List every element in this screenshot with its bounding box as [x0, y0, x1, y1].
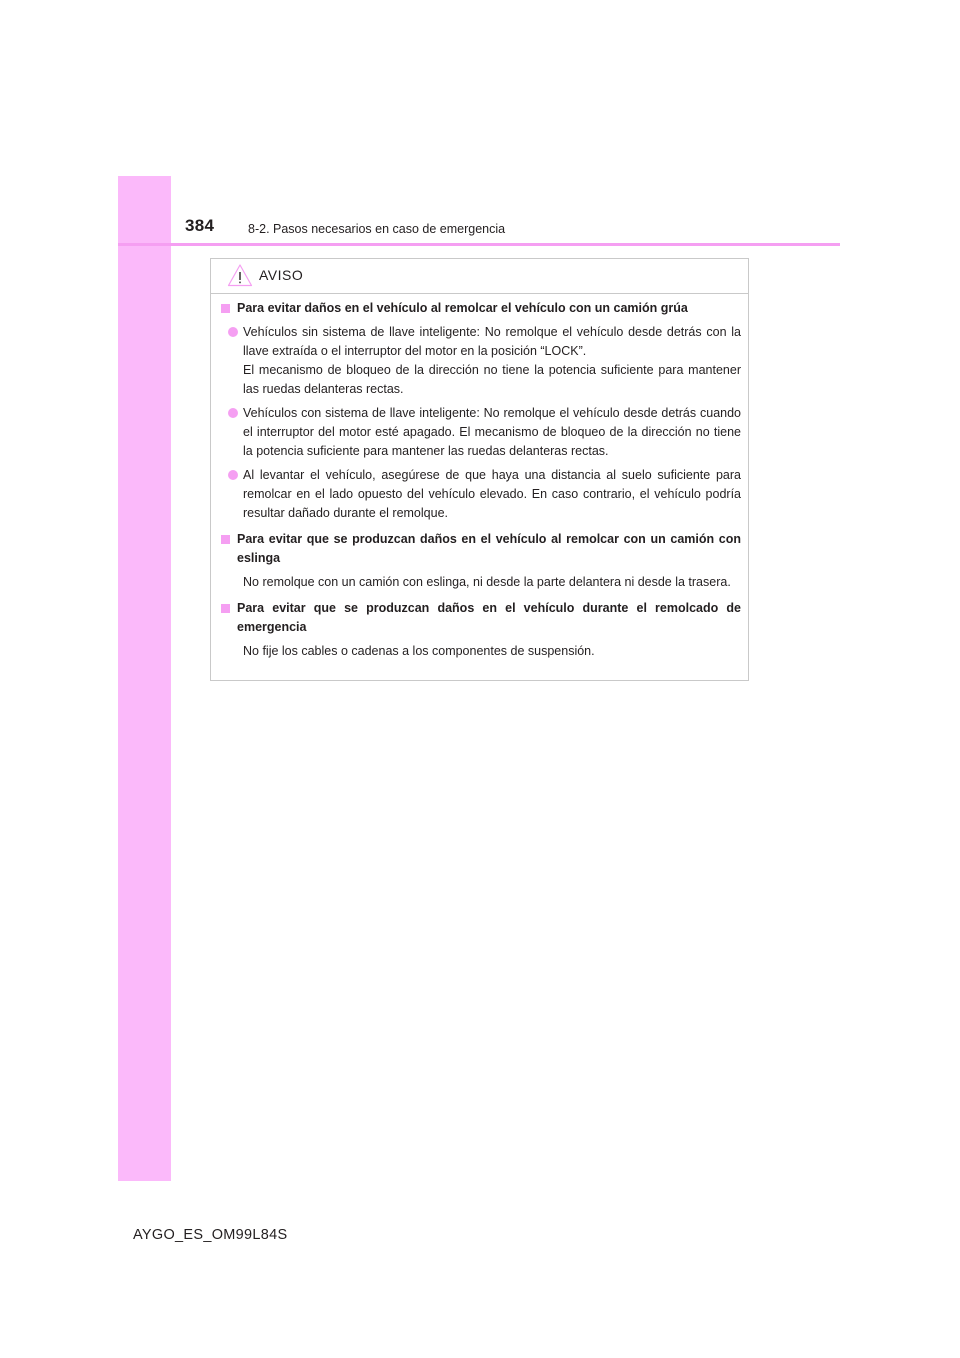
header-rule — [118, 243, 840, 246]
warning-divider — [211, 293, 748, 294]
warning-content — [219, 299, 741, 661]
warning-label: AVISO — [259, 267, 304, 283]
section-heading — [219, 299, 741, 318]
list-item — [219, 404, 741, 461]
section-heading — [219, 530, 741, 568]
list-item-text: Al levantar el vehículo, asegúrese de que haya una distancia al suelo suficiente para remolcar en el lado opuesto del vehículo elevado. En caso contrario, el vehículo podría resultar dañado durante el remolque. — [243, 468, 741, 520]
section-body-text: No remolque con un camión con eslinga, ni desde la parte delantera ni desde la trasera. — [243, 575, 731, 589]
list-item — [219, 466, 741, 523]
list-item-text: El mecanismo de bloqueo de la dirección no tiene la potencia suficiente para mantener las ruedas delanteras rectas. — [243, 363, 741, 396]
warning-box — [210, 258, 749, 681]
section-heading-text: Para evitar daños en el vehículo al remolcar el vehículo con un camión grúa — [237, 301, 688, 315]
list-item-text: Vehículos sin sistema de llave inteligente: No remolque el vehículo desde detrás con la llave extraída o el interruptor del motor en la posición “LOCK”. — [243, 325, 741, 358]
list-item — [219, 323, 741, 399]
warning-triangle-icon — [227, 263, 253, 287]
square-bullet-icon — [221, 304, 230, 313]
section-title: 8-2. Pasos necesarios en caso de emergencia — [248, 222, 506, 236]
list-item-text: Vehículos con sistema de llave inteligente: No remolque el vehículo desde detrás cuando el interruptor del motor esté apagado. El mecanismo de bloqueo de la dirección no tiene la potencia suficiente para mantener las ruedas delanteras rectas. — [243, 406, 741, 458]
section-body-text: No fije los cables o cadenas a los componentes de suspensión. — [243, 644, 595, 658]
section-heading-text: Para evitar que se produzcan daños en el vehículo durante el remolcado de emergencia — [237, 601, 741, 634]
section-heading — [219, 599, 741, 637]
page-number: 384 — [185, 216, 215, 235]
square-bullet-icon — [221, 604, 230, 613]
round-bullet-icon — [228, 470, 238, 480]
square-bullet-icon — [221, 535, 230, 544]
section-heading-text: Para evitar que se produzcan daños en el vehículo al remolcar con un camión con eslinga — [237, 532, 741, 565]
round-bullet-icon — [228, 408, 238, 418]
side-tab-band — [118, 176, 171, 1181]
round-bullet-icon — [228, 327, 238, 337]
warning-header — [227, 262, 303, 288]
document-code: AYGO_ES_OM99L84S — [133, 1227, 288, 1243]
